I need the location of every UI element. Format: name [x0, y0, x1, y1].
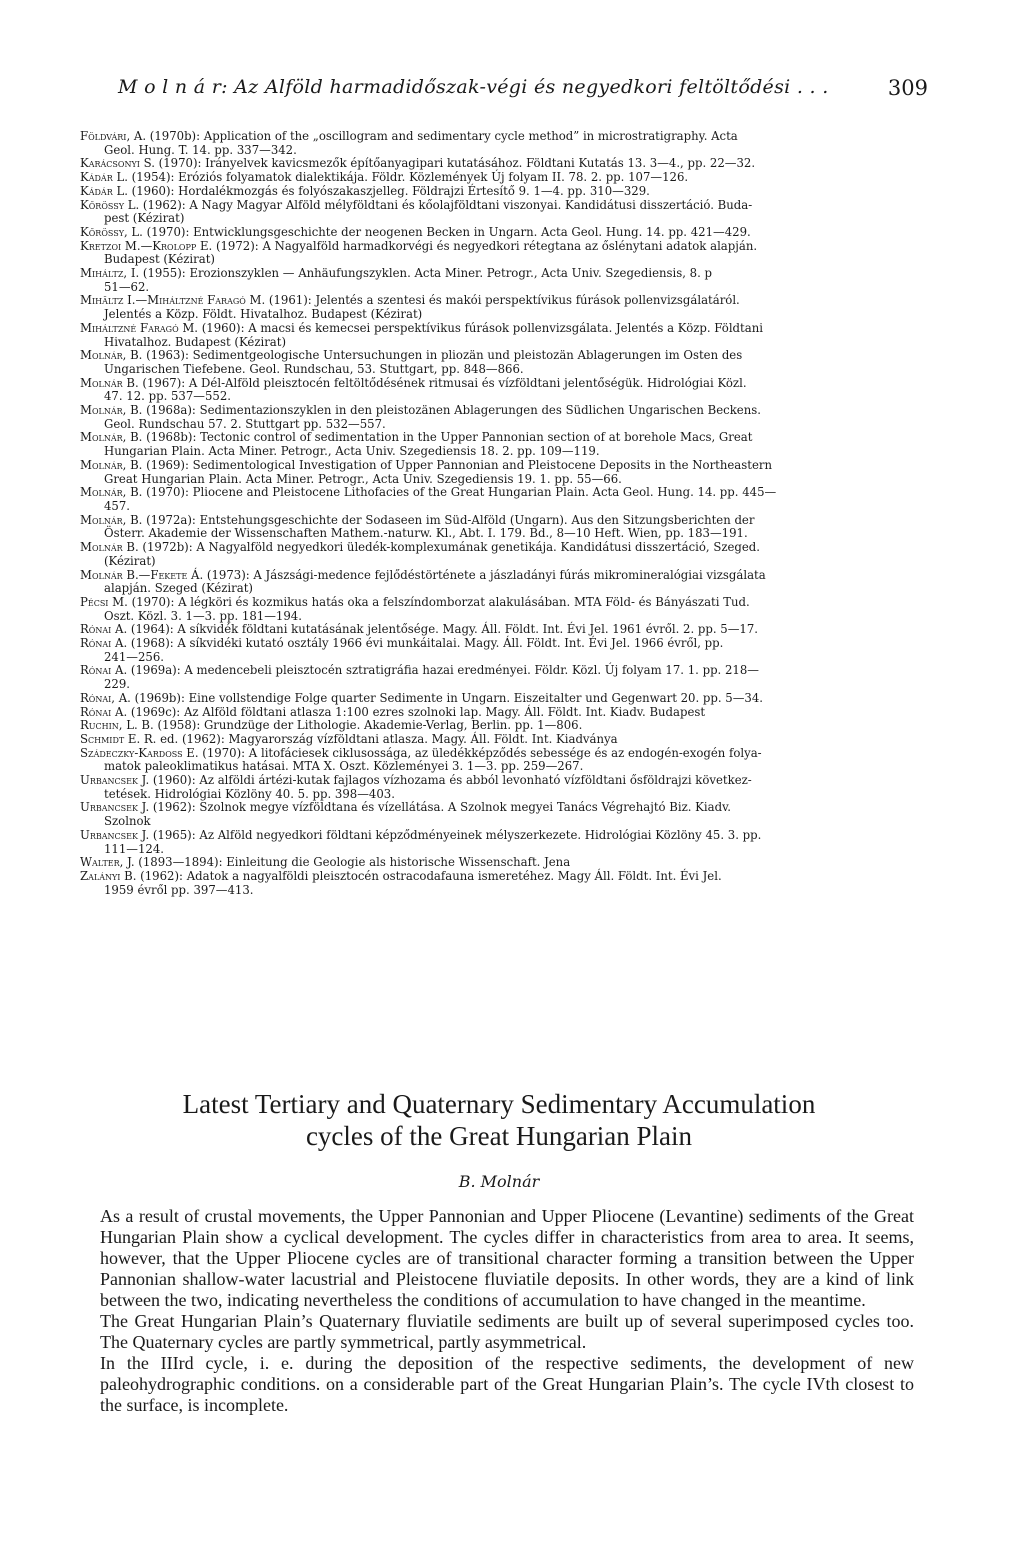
reference-continuation: 229.	[104, 677, 131, 692]
reference-entry	[80, 829, 918, 856]
abstract	[100, 1206, 914, 1416]
reference-author: Schmidt E. R.	[80, 731, 157, 746]
reference-continuation: Geol. Hung. T. 14. pp. 337—342.	[104, 142, 297, 157]
reference-continuation: 51—62.	[104, 279, 150, 294]
reference-author: Molnár, B.	[80, 430, 143, 445]
reference-text: (1972): A Nagyalföld harmadkorvégi és negyedkori rétegtana az őslénytani adatok alapján.	[215, 238, 758, 253]
abstract-paragraph-3: In the IIIrd cycle, i. e. during the deposition of the respective sediments, the development of new paleohydrographic conditions. on a considerable part of the Great Hungarian Plain’s. The cycle IVth closest to the surface, is incomplete.	[100, 1353, 914, 1415]
reference-entry	[80, 486, 918, 513]
reference-entry	[80, 431, 918, 458]
reference-entry	[80, 294, 918, 321]
reference-entry	[80, 157, 918, 171]
reference-author: Kőrössy L.	[80, 197, 140, 212]
reference-continuation: pest (Kézirat)	[104, 211, 185, 226]
reference-text: (1958): Grundzüge der Lithologie. Akademie-Verlag, Berlin. pp. 1—806.	[157, 718, 583, 733]
reference-text: (1954): Eróziós folyamatok dialektikája. Földr. Közlemények Új folyam II. 78. 2. pp. 107—126.	[131, 170, 689, 185]
reference-entry	[80, 569, 918, 596]
reference-continuation: Ungarischen Tiefebene. Geol. Rundschau, 53. Stuttgart, pp. 848—866.	[104, 361, 524, 376]
reference-text: (1893—1894): Einleitung die Geologie als historische Wissenschaft. Jena	[138, 855, 571, 870]
reference-author: Szádeczky-Kardoss E.	[80, 745, 199, 760]
reference-continuation: (Kézirat)	[104, 553, 156, 568]
reference-author: Miháltz, I.	[80, 266, 140, 281]
reference-author: Molnár, B.	[80, 403, 143, 418]
reference-author: Zalányi B.	[80, 868, 137, 883]
reference-continuation: Budapest (Kézirat)	[104, 252, 215, 267]
reference-entry	[80, 199, 918, 226]
reference-continuation: Österr. Akademie der Wissenschaften Mathem.-naturw. Kl., Abt. I. 179. Bd., 8—10 Heft. Wien, pp. 183—191.	[104, 526, 748, 541]
reference-entry	[80, 349, 918, 376]
reference-entry	[80, 322, 918, 349]
reference-text: (1963): Sedimentgeologische Untersuchungen in pliozän und pleistozän Ablagerungen im Osten des	[146, 348, 743, 363]
reference-author: Ruchin, L. B.	[80, 718, 154, 733]
reference-author: Rónai A.	[80, 636, 128, 651]
reference-text: (1968b): Tectonic control of sedimentation in the Upper Pannonian section of at borehole Macs, Great	[146, 430, 753, 445]
reference-author: Karácsonyi S.	[80, 156, 155, 171]
running-title: M o l n á r: Az Alföld harmadidőszak-végi és negyedkori feltöltődési . . .	[118, 76, 829, 98]
reference-entry	[80, 459, 918, 486]
reference-author: Molnár, B.	[80, 348, 143, 363]
reference-entry	[80, 267, 918, 294]
reference-author: Molnár, B.	[80, 457, 143, 472]
reference-author: Molnár B.	[80, 375, 139, 390]
reference-text: (1973): A Jászsági-medence fejlődéstörténete a jászladányi fúrás mikromineralógiai vizsgálata	[206, 567, 766, 582]
abstract-paragraph-2: The Great Hungarian Plain’s Quaternary fluviatile sediments are built up of several superimposed cycles too. The Quaternary cycles are partly symmetrical, partly asymmetrical.	[100, 1311, 914, 1352]
reference-author: Walter, J.	[80, 855, 135, 870]
reference-text: (1960): A macsi és kemecsei perspektívikus fúrások pollenvizsgálata. Jelentés a Közp. Földtani	[201, 320, 763, 335]
reference-entry	[80, 747, 918, 774]
reference-continuation: Great Hungarian Plain. Acta Miner. Petrogr., Acta Univ. Szegediensis 19. 1. pp. 55—66.	[104, 471, 622, 486]
reference-entry	[80, 514, 918, 541]
reference-author: Miháltzné Faragó M.	[80, 320, 199, 335]
reference-text: (1969a): A medencebeli pleisztocén sztratigráfia hazai eredményei. Földr. Közl. Új folyam 17. 1. pp. 218—	[130, 663, 759, 678]
reference-text: (1955): Erozionszyklen — Anhäufungszyklen. Acta Miner. Petrogr., Acta Univ. Szegediensis, 8. p	[142, 266, 713, 281]
reference-author: Földvári, A.	[80, 129, 147, 143]
reference-text: (1962): A Nagy Magyar Alföld mélyföldtani és kőolajföldtani viszonyai. Kandidátusi disszertáció. Buda-	[142, 197, 753, 212]
reference-text: (1964): A síkvidék földtani kutatásának jelentősége. Magy. Áll. Földt. Int. Évi Jel. 1961 évről. 2. pp. 5—17.	[130, 622, 759, 637]
reference-entry	[80, 240, 918, 267]
reference-entry	[80, 637, 918, 664]
reference-author: Molnár B.	[80, 540, 139, 555]
reference-entry	[80, 774, 918, 801]
reference-continuation: 47. 12. pp. 537—552.	[104, 389, 232, 404]
article-title	[80, 1088, 918, 1152]
reference-text: (1968a): Sedimentazionszyklen in den pleistozänen Ablagerungen des Südlichen Ungarischen Beckens.	[146, 403, 761, 418]
reference-entry	[80, 623, 918, 637]
reference-text: (1960): Az alföldi ártézi-kutak fajlagos vízhozama és abból levonható vízföldtani ősföldrajzi következ-	[152, 773, 752, 788]
reference-text: (1965): Az Alföld negyedkori földtani képződményeinek mélyszerkezete. Hidrológiai Közlöny 45. 3. pp.	[152, 827, 762, 842]
reference-entry	[80, 185, 918, 199]
reference-text: (1970): Pliocene and Pleistocene Lithofacies of the Great Hungarian Plain. Acta Geol. Hung. 14. pp. 445—	[146, 485, 777, 500]
reference-entry	[80, 171, 918, 185]
reference-text: (1962): Adatok a nagyalföldi pleisztocén ostracodafauna ismeretéhez. Magy Áll. Földt. Int. Évi Jel.	[140, 868, 722, 883]
reference-author: Mihältz I.—Miháltzné Faragó M.	[80, 293, 266, 308]
reference-text: (1961): Jelentés a szentesi és makói perspektívikus fúrások pollenvizsgálatáról.	[268, 293, 740, 308]
reference-text: (1970): Entwicklungsgeschichte der neogenen Becken in Ungarn. Acta Geol. Hung. 14. pp. 421—429.	[146, 224, 751, 239]
reference-entry	[80, 856, 918, 870]
reference-text: (1970): A litofáciesek ciklusossága, az üledékképződés sebessége és az endogén-exogén folya-	[202, 745, 762, 760]
reference-continuation: Jelentés a Közp. Földt. Hivatalhoz. Budapest (Kézirat)	[104, 307, 423, 322]
article-title-line-2: cycles of the Great Hungarian Plain	[305, 1121, 693, 1151]
reference-author: Rónai A.	[80, 704, 128, 719]
reference-author: Pécsi M.	[80, 594, 128, 609]
running-header	[118, 70, 928, 110]
reference-entry	[80, 541, 918, 568]
reference-entry	[80, 801, 918, 828]
reference-author: Kádár L.	[80, 170, 128, 185]
reference-author: Molnár, B.	[80, 485, 143, 500]
article-author: B. Molnár	[458, 1172, 540, 1191]
reference-text: (1970): Irányelvek kavicsmezők építőanyagipari kutatásához. Földtani Kutatás 13. 3—4., pp. 22—32.	[158, 156, 756, 171]
reference-text: (1972a): Entstehungsgeschichte der Sodaseen im Süd-Alföld (Ungarn). Aus den Sitzungsberichten der	[146, 512, 755, 527]
reference-text: (1969): Sedimentological Investigation of Upper Pannonian and Pleistocene Deposits in the Northeastern	[146, 457, 772, 472]
reference-entry	[80, 130, 918, 157]
reference-author: Rónai, A.	[80, 690, 131, 705]
reference-author: Rónai A.	[80, 663, 128, 678]
reference-text: ed. (1962): Magyarország vízföldtani atlasza. Magy. Áll. Földt. Int. Kiadványa	[160, 731, 618, 746]
reference-continuation: Hivatalhoz. Budapest (Kézirat)	[104, 334, 287, 349]
reference-author: Urbancsek J.	[80, 800, 150, 815]
reference-entry	[80, 664, 918, 691]
article-title-line-1: Latest Tertiary and Quaternary Sedimentary Accumulation	[182, 1089, 816, 1119]
reference-continuation: Geol. Rundschau 57. 2. Stuttgart pp. 532—557.	[104, 416, 386, 431]
reference-continuation: matok paleoklimatikus hatásai. MTA X. Oszt. Közleményei 3. 1—3. pp. 259—267.	[104, 759, 584, 774]
reference-author: Molnár, B.	[80, 512, 143, 527]
reference-continuation: 1959 évről pp. 397—413.	[104, 882, 254, 897]
reference-continuation: tetések. Hidrológiai Közlöny 40. 5. pp. 398—403.	[104, 786, 395, 801]
reference-entry	[80, 692, 918, 706]
reference-continuation: 457.	[104, 498, 131, 513]
reference-entry	[80, 596, 918, 623]
reference-author: Molnár B.—Fekete Á.	[80, 567, 204, 582]
reference-text: (1967): A Dél-Alföld pleisztocén feltöltődésének ritmusai és vízföldtani jelentőségük. Hidrológiai Közl.	[142, 375, 747, 390]
reference-continuation: 241—256.	[104, 649, 165, 664]
reference-author: Kőrössy, L.	[80, 224, 143, 239]
reference-text: (1969b): Eine vollstendige Folge quarter Sedimente in Ungarn. Eiszeitalter und Gegenwart 20. pp. 5—34.	[134, 690, 764, 705]
reference-text: (1972b): A Nagyalföld negyedkori üledék-komplexumának genetikája. Kandidátusi disszertáció, Szeged.	[142, 540, 761, 555]
reference-continuation: Hungarian Plain. Acta Miner. Petrogr., Acta Univ. Szegediensis 18. 2. pp. 109—119.	[104, 444, 600, 459]
reference-author: Rónai A.	[80, 622, 128, 637]
reference-text: (1970): A légköri és kozmikus hatás oka a felszíndomborzat alakulásában. MTA Föld- és Bányászati Tud.	[131, 594, 750, 609]
abstract-paragraph-1: As a result of crustal movements, the Upper Pannonian and Upper Pliocene (Levantine) sediments of the Great Hungarian Plain show a cyclical development. The cycles differ in characteristics from area to area. It seems, however, that the Upper Pliocene cycles are of transitional character forming a transition between the Upper Pannonian shallow-water lacustrial and Pleistocene fluviatile deposits. In other words, they are a kind of link between the two, indicating nevertheless the conditions of accumulation to have changed in the meantime.	[100, 1206, 914, 1310]
reference-author: Urbancsek J.	[80, 827, 150, 842]
reference-entry	[80, 706, 918, 720]
reference-author: Kretzoi M.—Krolopp E.	[80, 238, 213, 253]
reference-text: (1962): Szolnok megye vízföldtana és vízellátása. A Szolnok megyei Tanács Végrehajtó Biz. Kiadv.	[152, 800, 732, 815]
reference-continuation: alapján. Szeged (Kézirat)	[104, 581, 253, 596]
reference-entry	[80, 226, 918, 240]
reference-text: (1968): A síkvidéki kutató osztály 1966 évi munkáitalai. Magy. Áll. Földt. Int. Évi Jel. 1966 évről, pp.	[130, 636, 724, 651]
reference-entry	[80, 870, 918, 897]
page-number: 309	[887, 76, 928, 100]
reference-continuation: Oszt. Közl. 3. 1—3. pp. 181—194.	[104, 608, 302, 623]
reference-author: Urbancsek J.	[80, 773, 150, 788]
reference-continuation: Szolnok	[104, 814, 151, 829]
reference-author: Kádár L.	[80, 183, 128, 198]
reference-entry	[80, 404, 918, 431]
reference-text: (1960): Hordalékmozgás és folyószakaszjelleg. Földrajzi Értesítő 9. 1—4. pp. 310—329.	[131, 183, 650, 198]
reference-entry	[80, 377, 918, 404]
reference-text: (1970b): Application of the „oscillogram and sedimentary cycle method” in microstratigraphy. Acta	[149, 129, 738, 143]
reference-entry	[80, 719, 918, 733]
reference-entry	[80, 733, 918, 747]
reference-list	[80, 130, 918, 897]
reference-text: (1969c): Az Alföld földtani atlasza 1:100 ezres szolnoki lap. Magy. Áll. Földt. Int. Kiadv. Budapest	[130, 704, 706, 719]
reference-continuation: 111—124.	[104, 841, 165, 856]
